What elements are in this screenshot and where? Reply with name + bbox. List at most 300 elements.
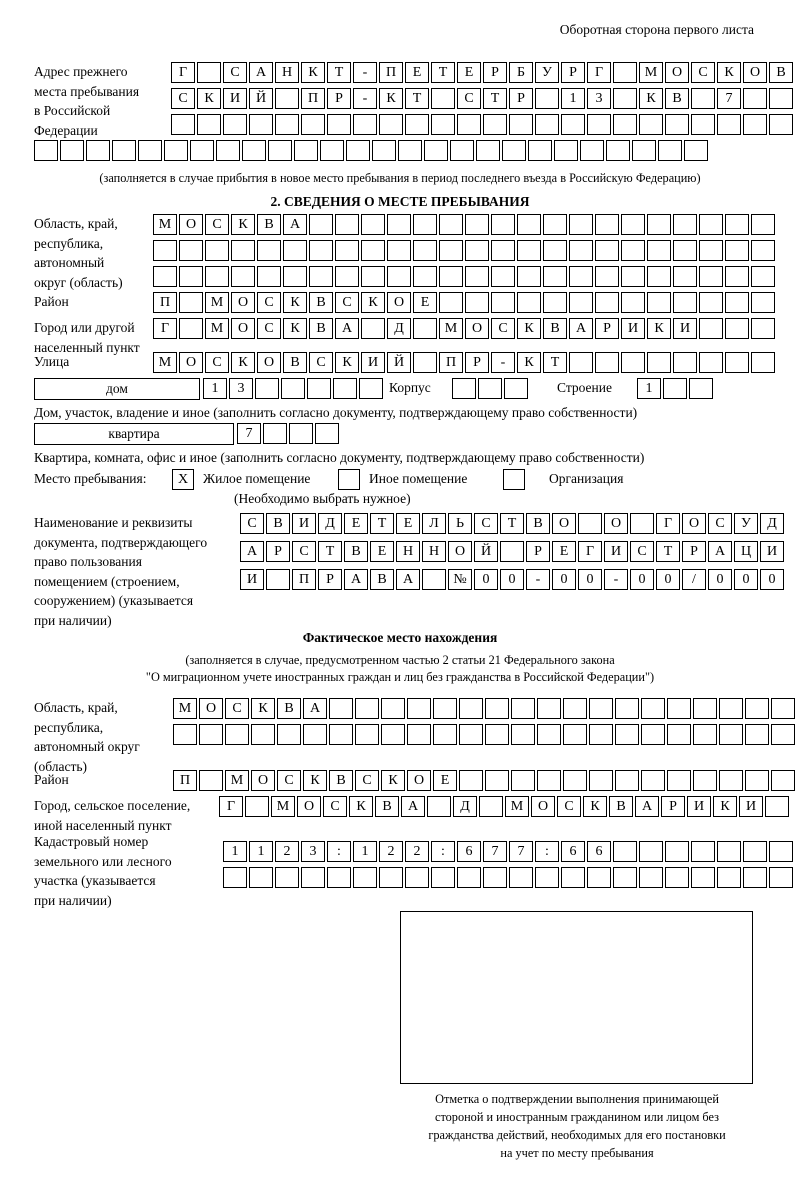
cell[interactable]: [535, 114, 559, 135]
cell[interactable]: П: [301, 88, 325, 109]
cell[interactable]: [743, 88, 767, 109]
cell[interactable]: В: [309, 292, 333, 313]
cell[interactable]: [517, 240, 541, 261]
cell[interactable]: С: [292, 541, 316, 562]
cell[interactable]: [112, 140, 136, 161]
cell[interactable]: Т: [500, 513, 524, 534]
cell[interactable]: М: [205, 318, 229, 339]
cell[interactable]: [743, 114, 767, 135]
cell[interactable]: М: [205, 292, 229, 313]
cell[interactable]: К: [717, 62, 741, 83]
cell[interactable]: [491, 292, 515, 313]
cell[interactable]: [277, 724, 301, 745]
cell[interactable]: И: [739, 796, 763, 817]
cell[interactable]: [327, 867, 351, 888]
cell[interactable]: И: [621, 318, 645, 339]
cell[interactable]: 0: [578, 569, 602, 590]
checkbox-organization[interactable]: [503, 469, 525, 490]
cell[interactable]: С: [257, 318, 281, 339]
cell[interactable]: [405, 867, 429, 888]
cell[interactable]: [413, 266, 437, 287]
prev-address-row-4[interactable]: [34, 140, 710, 161]
cell[interactable]: [569, 292, 593, 313]
cell[interactable]: [554, 140, 578, 161]
cell[interactable]: [413, 352, 437, 373]
cell[interactable]: [647, 214, 671, 235]
cell[interactable]: [580, 140, 604, 161]
cell[interactable]: Е: [457, 62, 481, 83]
cell[interactable]: А: [708, 541, 732, 562]
cell[interactable]: [595, 292, 619, 313]
cell[interactable]: К: [335, 352, 359, 373]
cell[interactable]: Д: [453, 796, 477, 817]
cell[interactable]: [483, 114, 507, 135]
cell[interactable]: [309, 266, 333, 287]
cell[interactable]: [422, 569, 446, 590]
cell[interactable]: [769, 114, 793, 135]
cell[interactable]: Й: [474, 541, 498, 562]
cell[interactable]: [301, 867, 325, 888]
cell[interactable]: [693, 724, 717, 745]
cell[interactable]: 6: [561, 841, 585, 862]
cell[interactable]: В: [266, 513, 290, 534]
cell[interactable]: [355, 698, 379, 719]
cell[interactable]: И: [673, 318, 697, 339]
cell[interactable]: [205, 240, 229, 261]
cell[interactable]: 0: [630, 569, 654, 590]
cell[interactable]: :: [431, 841, 455, 862]
cell[interactable]: 3: [587, 88, 611, 109]
cell[interactable]: А: [401, 796, 425, 817]
cell[interactable]: [281, 378, 305, 399]
cell[interactable]: [268, 140, 292, 161]
cell[interactable]: [379, 867, 403, 888]
cell[interactable]: [457, 867, 481, 888]
cell[interactable]: [639, 867, 663, 888]
cell[interactable]: С: [240, 513, 264, 534]
cell[interactable]: [699, 266, 723, 287]
cell[interactable]: С: [474, 513, 498, 534]
cell[interactable]: Д: [387, 318, 411, 339]
cell[interactable]: [769, 867, 793, 888]
cell[interactable]: [307, 378, 331, 399]
cell[interactable]: [387, 266, 411, 287]
cell[interactable]: [647, 352, 671, 373]
cell[interactable]: М: [271, 796, 295, 817]
cell[interactable]: Н: [422, 541, 446, 562]
cell[interactable]: [329, 698, 353, 719]
cell[interactable]: [457, 114, 481, 135]
cell[interactable]: [569, 352, 593, 373]
cell[interactable]: [589, 698, 613, 719]
cell[interactable]: [595, 240, 619, 261]
cell[interactable]: Т: [483, 88, 507, 109]
cell[interactable]: [630, 513, 654, 534]
cell[interactable]: [387, 240, 411, 261]
cell[interactable]: [673, 214, 697, 235]
cell[interactable]: [379, 114, 403, 135]
cell[interactable]: [691, 114, 715, 135]
cell[interactable]: -: [526, 569, 550, 590]
cell[interactable]: Г: [578, 541, 602, 562]
cell[interactable]: [205, 266, 229, 287]
cell[interactable]: [86, 140, 110, 161]
cell[interactable]: Р: [327, 88, 351, 109]
cell[interactable]: Р: [509, 88, 533, 109]
cell[interactable]: [413, 214, 437, 235]
cell[interactable]: [665, 841, 689, 862]
cadastral-row-2[interactable]: [223, 867, 795, 888]
cell[interactable]: М: [439, 318, 463, 339]
cell[interactable]: В: [769, 62, 793, 83]
cell[interactable]: 3: [229, 378, 253, 399]
cell[interactable]: В: [665, 88, 689, 109]
cell[interactable]: [361, 240, 385, 261]
cell[interactable]: [60, 140, 84, 161]
cell[interactable]: О: [231, 292, 255, 313]
cell[interactable]: С: [335, 292, 359, 313]
cell[interactable]: [353, 867, 377, 888]
cell[interactable]: В: [277, 698, 301, 719]
cell[interactable]: [673, 266, 697, 287]
section2-region-row-1[interactable]: [153, 214, 777, 235]
cell[interactable]: [613, 841, 637, 862]
cell[interactable]: [673, 352, 697, 373]
cell[interactable]: Р: [483, 62, 507, 83]
cell[interactable]: Ц: [734, 541, 758, 562]
cell[interactable]: [569, 266, 593, 287]
cell[interactable]: С: [205, 352, 229, 373]
doc-row-3[interactable]: [240, 569, 786, 590]
cell[interactable]: [465, 214, 489, 235]
checkbox-residential[interactable]: X: [172, 469, 194, 490]
cell[interactable]: [615, 698, 639, 719]
cell[interactable]: К: [647, 318, 671, 339]
cell[interactable]: В: [344, 541, 368, 562]
cell[interactable]: И: [687, 796, 711, 817]
cell[interactable]: [153, 266, 177, 287]
kvartira-cells[interactable]: [237, 423, 341, 444]
cell[interactable]: [621, 266, 645, 287]
cell[interactable]: [353, 114, 377, 135]
cell[interactable]: [381, 724, 405, 745]
checkbox-other-premise[interactable]: [338, 469, 360, 490]
cell[interactable]: [138, 140, 162, 161]
cell[interactable]: Т: [656, 541, 680, 562]
prev-address-row-2[interactable]: [171, 88, 795, 109]
cell[interactable]: [751, 240, 775, 261]
cell[interactable]: А: [240, 541, 264, 562]
cell[interactable]: [266, 569, 290, 590]
cell[interactable]: [275, 88, 299, 109]
cell[interactable]: [725, 266, 749, 287]
cell[interactable]: Д: [318, 513, 342, 534]
cell[interactable]: О: [257, 352, 281, 373]
cell[interactable]: [407, 698, 431, 719]
cell[interactable]: [745, 724, 769, 745]
cell[interactable]: Г: [587, 62, 611, 83]
cell[interactable]: О: [251, 770, 275, 791]
cell[interactable]: [450, 140, 474, 161]
stamp-area[interactable]: [400, 911, 753, 1084]
stroenie-cells[interactable]: [637, 378, 715, 399]
cell[interactable]: Г: [153, 318, 177, 339]
cell[interactable]: Т: [543, 352, 567, 373]
cell[interactable]: [693, 698, 717, 719]
cell[interactable]: А: [249, 62, 273, 83]
cell[interactable]: [320, 140, 344, 161]
cell[interactable]: [667, 724, 691, 745]
cell[interactable]: [647, 240, 671, 261]
cell[interactable]: О: [297, 796, 321, 817]
cell[interactable]: С: [225, 698, 249, 719]
cell[interactable]: [535, 88, 559, 109]
cell[interactable]: [543, 292, 567, 313]
cell[interactable]: [569, 240, 593, 261]
cell[interactable]: [613, 62, 637, 83]
cell[interactable]: [333, 378, 357, 399]
cell[interactable]: 6: [457, 841, 481, 862]
cell[interactable]: [719, 724, 743, 745]
cell[interactable]: С: [491, 318, 515, 339]
cell[interactable]: [179, 240, 203, 261]
cell[interactable]: [509, 867, 533, 888]
cell[interactable]: [173, 724, 197, 745]
cell[interactable]: [719, 770, 743, 791]
cell[interactable]: [275, 114, 299, 135]
cell[interactable]: [242, 140, 266, 161]
cell[interactable]: [439, 214, 463, 235]
cell[interactable]: П: [173, 770, 197, 791]
prev-address-row-1[interactable]: [171, 62, 795, 83]
cell[interactable]: В: [526, 513, 550, 534]
cell[interactable]: Т: [431, 62, 455, 83]
cell[interactable]: О: [465, 318, 489, 339]
cell[interactable]: [179, 266, 203, 287]
cell[interactable]: М: [225, 770, 249, 791]
cell[interactable]: [563, 698, 587, 719]
cell[interactable]: [315, 423, 339, 444]
cell[interactable]: [439, 292, 463, 313]
cell[interactable]: [257, 240, 281, 261]
cell[interactable]: [476, 140, 500, 161]
cell[interactable]: [485, 724, 509, 745]
cell[interactable]: [355, 724, 379, 745]
cell[interactable]: [641, 698, 665, 719]
cell[interactable]: [491, 266, 515, 287]
cell[interactable]: [569, 214, 593, 235]
cell[interactable]: [691, 841, 715, 862]
cell[interactable]: К: [639, 88, 663, 109]
cell[interactable]: [491, 214, 515, 235]
cell[interactable]: [537, 770, 561, 791]
cell[interactable]: У: [734, 513, 758, 534]
cell[interactable]: [439, 240, 463, 261]
cell[interactable]: [283, 240, 307, 261]
cell[interactable]: [500, 541, 524, 562]
cell[interactable]: К: [231, 214, 255, 235]
cell[interactable]: 1: [637, 378, 661, 399]
cell[interactable]: [327, 114, 351, 135]
cell[interactable]: [725, 292, 749, 313]
cell[interactable]: [647, 266, 671, 287]
cell[interactable]: Й: [249, 88, 273, 109]
cell[interactable]: [615, 770, 639, 791]
cell[interactable]: [771, 698, 795, 719]
cell[interactable]: [745, 698, 769, 719]
cell[interactable]: [289, 423, 313, 444]
cell[interactable]: П: [379, 62, 403, 83]
cell[interactable]: [684, 140, 708, 161]
cell[interactable]: 1: [249, 841, 273, 862]
cell[interactable]: [223, 867, 247, 888]
cell[interactable]: [691, 88, 715, 109]
cell[interactable]: 1: [561, 88, 585, 109]
cell[interactable]: С: [708, 513, 732, 534]
cell[interactable]: [699, 352, 723, 373]
section2-city-row[interactable]: [153, 318, 777, 339]
cell[interactable]: 7: [483, 841, 507, 862]
cell[interactable]: [511, 770, 535, 791]
cell[interactable]: 7: [717, 88, 741, 109]
section2-region-row-3[interactable]: [153, 266, 777, 287]
cell[interactable]: [171, 114, 195, 135]
cell[interactable]: [615, 724, 639, 745]
cell[interactable]: -: [604, 569, 628, 590]
cell[interactable]: К: [303, 770, 327, 791]
cell[interactable]: [769, 88, 793, 109]
cell[interactable]: [699, 318, 723, 339]
cell[interactable]: А: [569, 318, 593, 339]
cell[interactable]: [372, 140, 396, 161]
cell[interactable]: А: [303, 698, 327, 719]
cell[interactable]: [621, 240, 645, 261]
cell[interactable]: [543, 214, 567, 235]
cell[interactable]: 0: [474, 569, 498, 590]
cell[interactable]: П: [292, 569, 316, 590]
cell[interactable]: [717, 841, 741, 862]
cell[interactable]: [491, 240, 515, 261]
cell[interactable]: [665, 867, 689, 888]
cell[interactable]: [743, 841, 767, 862]
cell[interactable]: [179, 318, 203, 339]
cell[interactable]: [431, 114, 455, 135]
cell[interactable]: [335, 266, 359, 287]
cell[interactable]: [647, 292, 671, 313]
cell[interactable]: [641, 770, 665, 791]
cell[interactable]: К: [283, 292, 307, 313]
cell[interactable]: [190, 140, 214, 161]
cell[interactable]: [693, 770, 717, 791]
cell[interactable]: 0: [500, 569, 524, 590]
cell[interactable]: [245, 796, 269, 817]
actual-region-row-1[interactable]: [173, 698, 797, 719]
cell[interactable]: О: [552, 513, 576, 534]
cell[interactable]: [511, 724, 535, 745]
cell[interactable]: Н: [396, 541, 420, 562]
cell[interactable]: Е: [396, 513, 420, 534]
cell[interactable]: [517, 266, 541, 287]
cell[interactable]: [427, 796, 451, 817]
cell[interactable]: Р: [266, 541, 290, 562]
cell[interactable]: Ь: [448, 513, 472, 534]
actual-city-row[interactable]: [219, 796, 791, 817]
cell[interactable]: О: [387, 292, 411, 313]
cell[interactable]: [387, 214, 411, 235]
cell[interactable]: [771, 724, 795, 745]
cell[interactable]: К: [283, 318, 307, 339]
cell[interactable]: С: [257, 292, 281, 313]
cell[interactable]: К: [197, 88, 221, 109]
cell[interactable]: [283, 266, 307, 287]
cell[interactable]: [665, 114, 689, 135]
cell[interactable]: [699, 214, 723, 235]
cell[interactable]: [478, 378, 502, 399]
cell[interactable]: С: [630, 541, 654, 562]
cell[interactable]: [509, 114, 533, 135]
cell[interactable]: В: [370, 569, 394, 590]
cell[interactable]: [413, 240, 437, 261]
section2-region-row-2[interactable]: [153, 240, 777, 261]
cell[interactable]: П: [439, 352, 463, 373]
cell[interactable]: [613, 88, 637, 109]
cell[interactable]: А: [396, 569, 420, 590]
cell[interactable]: [717, 867, 741, 888]
cell[interactable]: [725, 352, 749, 373]
cell[interactable]: [361, 214, 385, 235]
cell[interactable]: К: [251, 698, 275, 719]
cell[interactable]: [517, 292, 541, 313]
cell[interactable]: В: [283, 352, 307, 373]
cell[interactable]: Т: [370, 513, 394, 534]
cell[interactable]: 0: [734, 569, 758, 590]
cell[interactable]: [309, 214, 333, 235]
cell[interactable]: А: [635, 796, 659, 817]
cell[interactable]: Е: [370, 541, 394, 562]
cell[interactable]: [465, 292, 489, 313]
cell[interactable]: П: [153, 292, 177, 313]
cell[interactable]: [632, 140, 656, 161]
cell[interactable]: [587, 867, 611, 888]
cell[interactable]: [225, 724, 249, 745]
cell[interactable]: С: [171, 88, 195, 109]
cell[interactable]: [431, 867, 455, 888]
cell[interactable]: 0: [708, 569, 732, 590]
cell[interactable]: С: [223, 62, 247, 83]
cell[interactable]: [34, 140, 58, 161]
cell[interactable]: [745, 770, 769, 791]
cell[interactable]: В: [375, 796, 399, 817]
cell[interactable]: -: [353, 62, 377, 83]
cell[interactable]: [199, 724, 223, 745]
cell[interactable]: Е: [344, 513, 368, 534]
cell[interactable]: [639, 114, 663, 135]
cell[interactable]: А: [283, 214, 307, 235]
cell[interactable]: [587, 114, 611, 135]
cell[interactable]: [223, 114, 247, 135]
cell[interactable]: [561, 867, 585, 888]
cell[interactable]: -: [491, 352, 515, 373]
cell[interactable]: /: [682, 569, 706, 590]
cell[interactable]: [465, 240, 489, 261]
cell[interactable]: [719, 698, 743, 719]
cell[interactable]: О: [179, 214, 203, 235]
cell[interactable]: О: [231, 318, 255, 339]
cell[interactable]: Г: [656, 513, 680, 534]
cell[interactable]: [361, 318, 385, 339]
cell[interactable]: О: [448, 541, 472, 562]
cell[interactable]: [485, 698, 509, 719]
